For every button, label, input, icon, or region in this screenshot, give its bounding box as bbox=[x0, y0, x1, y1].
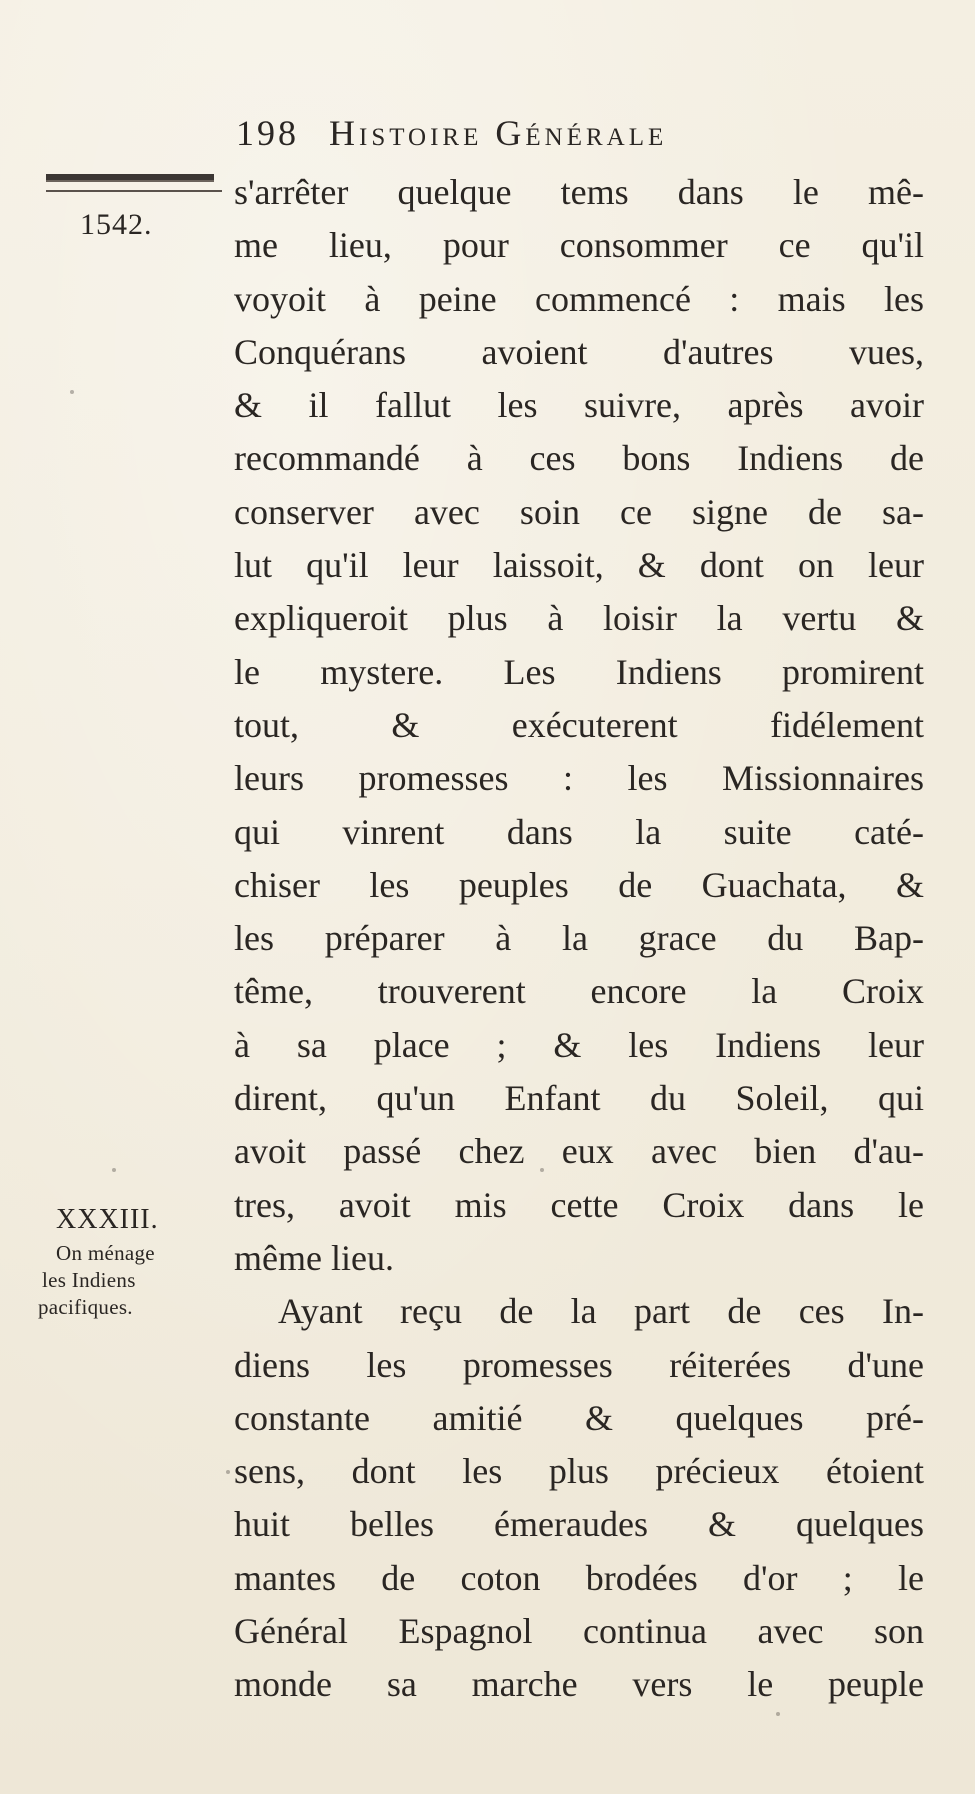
text-line: qui vinrent dans la suite caté- bbox=[234, 811, 924, 852]
paper-speck bbox=[776, 1712, 780, 1716]
text-line: voyoit à peine commencé : mais les bbox=[234, 278, 924, 319]
text-line: sens, dont les plus précieux étoient bbox=[234, 1451, 924, 1492]
margin-section-number: XXXIII. bbox=[56, 1204, 159, 1235]
text-line: avoit passé chez eux avec bien d'au- bbox=[234, 1131, 924, 1172]
text-line: mantes de coton brodées d'or ; le bbox=[234, 1557, 924, 1598]
paper-speck bbox=[112, 1168, 116, 1172]
text-line: conserver avec soin ce signe de sa- bbox=[234, 491, 924, 532]
text-line: constante amitié & quelques pré- bbox=[234, 1397, 924, 1438]
text-line: recommandé à ces bons Indiens de bbox=[234, 438, 924, 479]
text-line: diens les promesses réiterées d'une bbox=[234, 1344, 924, 1385]
text-line: Ayant reçu de la part de ces In- bbox=[278, 1291, 924, 1332]
text-line: même lieu. bbox=[234, 1237, 394, 1278]
running-title: Histoire Générale bbox=[329, 113, 668, 153]
text-line: Conquérans avoient d'autres vues, bbox=[234, 331, 924, 372]
text-line: Général Espagnol continua avec son bbox=[234, 1611, 924, 1652]
text-line: chiser les peuples de Guachata, & bbox=[234, 864, 924, 905]
paper-speck bbox=[70, 390, 74, 394]
text-line: le mystere. Les Indiens promirent bbox=[234, 651, 924, 692]
margin-year: 1542. bbox=[80, 208, 153, 241]
margin-note-line: les Indiens bbox=[42, 1268, 136, 1292]
text-line: tême, trouverent encore la Croix bbox=[234, 971, 924, 1012]
margin-rule-thin bbox=[46, 190, 222, 192]
text-line: tres, avoit mis cette Croix dans le bbox=[234, 1184, 924, 1225]
text-line: s'arrêter quelque tems dans le mê- bbox=[234, 172, 924, 212]
text-line: & il fallut les suivre, après avoir bbox=[234, 385, 924, 426]
text-line: huit belles émeraudes & quelques bbox=[234, 1504, 924, 1545]
margin-note bbox=[38, 1240, 234, 1321]
paper-speck bbox=[226, 1470, 230, 1474]
margin-rule bbox=[46, 174, 214, 182]
text-line: les préparer à la grace du Bap- bbox=[234, 918, 924, 959]
text-line: monde sa marche vers le peuple bbox=[234, 1664, 924, 1705]
text-line: à sa place ; & les Indiens leur bbox=[234, 1024, 924, 1065]
margin-note-line: On ménage bbox=[56, 1241, 155, 1265]
text-line: lut qu'il leur laissoit, & dont on leur bbox=[234, 545, 924, 586]
text-line: leurs promesses : les Missionnaires bbox=[234, 758, 924, 799]
page-number: 198 bbox=[236, 113, 299, 153]
text-line: expliqueroit plus à loisir la vertu & bbox=[234, 598, 924, 639]
text-line: dirent, qu'un Enfant du Soleil, qui bbox=[234, 1078, 924, 1119]
margin-note-line: pacifiques. bbox=[38, 1295, 133, 1319]
text-line: tout, & exécuterent fidélement bbox=[234, 704, 924, 745]
body-text bbox=[234, 166, 924, 1712]
text-line: me lieu, pour consommer ce qu'il bbox=[234, 225, 924, 266]
paper-speck bbox=[540, 1168, 544, 1172]
page-header bbox=[236, 112, 916, 162]
